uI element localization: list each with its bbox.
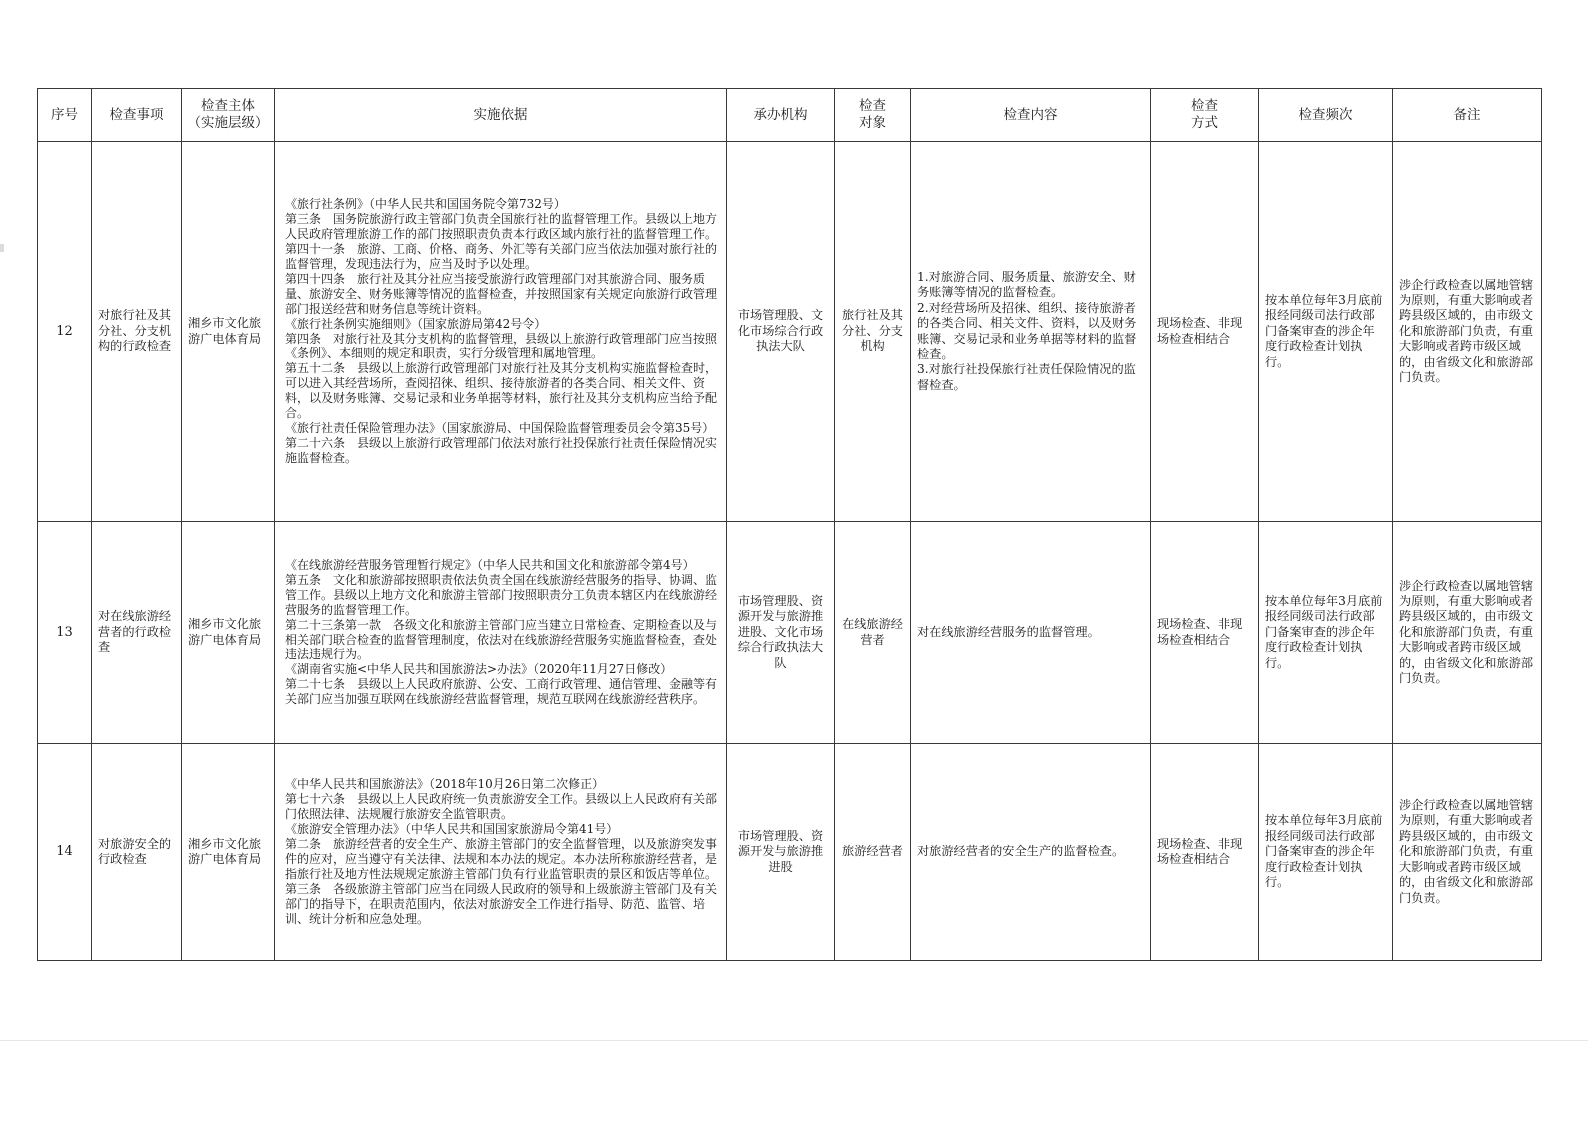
row-method: 现场检查、非现场检查相结合	[1151, 744, 1259, 961]
row-method: 现场检查、非现场检查相结合	[1151, 522, 1259, 744]
row-subject: 湘乡市文化旅游广电体育局	[182, 142, 275, 522]
row-remark: 涉企行政检查以属地管辖为原则，有重大影响或者跨县级区域的，由市级文化和旅游部门负责，有重大影响或者跨市级区域的，由省级文化和旅游部门负责。	[1393, 522, 1542, 744]
table-row	[38, 522, 1542, 744]
row-frequency: 按本单位每年3月底前报经同级司法行政部门备案审查的涉企年度行政检查计划执行。	[1259, 522, 1393, 744]
header-method: 检查 方式	[1151, 89, 1259, 142]
table-body	[38, 142, 1542, 961]
row-content: 对在线旅游经营服务的监督管理。	[911, 522, 1151, 744]
page-bottom-edge	[0, 1040, 1588, 1041]
row-basis: 《中华人民共和国旅游法》（2018年10月26日第二次修正） 第七十六条 县级以上人民政府统一负责旅游安全工作。县级以上人民政府有关部门依照法律、法规履行旅游安全监管职责。 《旅游安全管理办法》（中华人民共和国国家旅游局令第41号） 第二条 旅游经营者的安全生产、旅游主管部门的安全监督管理，以及旅游突发事件的应对，应当遵守有关法律、法规和本办法的规定。本办法所称旅游经营者，是指旅行社及地方性法规规定旅游主管部门负有行业监管职责的景区和饭店等单位。 第三条 各级旅游主管部门应当在同级人民政府的领导和上级旅游主管部门及有关部门的指导下，在职责范围内，依法对旅游安全工作进行指导、防范、监管、培训、统计分析和应急处理。	[275, 744, 727, 961]
row-subject: 湘乡市文化旅游广电体育局	[182, 522, 275, 744]
header-org: 承办机构	[727, 89, 835, 142]
row-basis: 《旅行社条例》（中华人民共和国国务院令第732号） 第三条 国务院旅游行政主管部门负责全国旅行社的监督管理工作。县级以上地方人民政府管理旅游工作的部门按照职责负责本行政区域内旅行社的监督管理工作。 第四十一条 旅游、工商、价格、商务、外汇等有关部门应当依法加强对旅行社的监督管理，发现违法行为，应当及时予以处理。 第四十四条 旅行社及其分社应当接受旅游行政管理部门对其旅游合同、服务质量、旅游安全、财务账簿等情况的监督检查，并按照国家有关规定向旅游行政管理部门报送经营和财务信息等统计资料。 《旅行社条例实施细则》（国家旅游局第42号令） 第四条 对旅行社及其分支机构的监督管理，县级以上旅游行政管理部门应当按照《条例》、本细则的规定和职责，实行分级管理和属地管理。 第五十二条 县级以上旅游行政管理部门对旅行社及其分支机构实施监督检查时，可以进入其经营场所，查阅招徕、组织、接待旅游者的各类合同、相关文件、资料，以及财务账簿、交易记录和业务单据等材料，旅行社及其分支机构应当给予配合。 《旅行社责任保险管理办法》（国家旅游局、中国保险监督管理委员会令第35号） 第二十六条 县级以上旅游行政管理部门依法对旅行社投保旅行社责任保险情况实施监督检查。	[275, 142, 727, 522]
row-org: 市场管理股、资源开发与旅游推进股、文化市场综合行政执法大队	[727, 522, 835, 744]
row-frequency: 按本单位每年3月底前报经同级司法行政部门备案审查的涉企年度行政检查计划执行。	[1259, 744, 1393, 961]
row-basis: 《在线旅游经营服务管理暂行规定》（中华人民共和国文化和旅游部令第4号） 第五条 文化和旅游部按照职责依法负责全国在线旅游经营服务的指导、协调、监管工作。县级以上地方文化和旅游主管部门按照职责分工负责本辖区内在线旅游经营服务的监督管理工作。 第二十三条第一款 各级文化和旅游主管部门应当建立日常检查、定期检查以及与相关部门联合检查的监督管理制度，依法对在线旅游经营服务实施监督检查，查处违法违规行为。 《湖南省实施<中华人民共和国旅游法>办法》（2020年11月27日修改） 第二十七条 县级以上人民政府旅游、公安、工商行政管理、通信管理、金融等有关部门应当加强互联网在线旅游经营监督管理，规范互联网在线旅游经营秩序。	[275, 522, 727, 744]
header-target: 检查 对象	[835, 89, 911, 142]
row-remark: 涉企行政检查以属地管辖为原则，有重大影响或者跨县级区域的，由市级文化和旅游部门负责，有重大影响或者跨市级区域的，由省级文化和旅游部门负责。	[1393, 142, 1542, 522]
row-target: 在线旅游经营者	[835, 522, 911, 744]
row-method: 现场检查、非现场检查相结合	[1151, 142, 1259, 522]
row-org: 市场管理股、资源开发与旅游推进股	[727, 744, 835, 961]
row-item: 对旅行社及其分社、分支机构的行政检查	[92, 142, 182, 522]
row-frequency: 按本单位每年3月底前报经同级司法行政部门备案审查的涉企年度行政检查计划执行。	[1259, 142, 1393, 522]
header-remark: 备注	[1393, 89, 1542, 142]
inspection-table	[37, 88, 1542, 961]
header-frequency: 检查频次	[1259, 89, 1393, 142]
row-org: 市场管理股、文化市场综合行政执法大队	[727, 142, 835, 522]
row-item: 对在线旅游经营者的行政检查	[92, 522, 182, 744]
row-no: 13	[38, 522, 92, 744]
header-subject: 检查主体 （实施层级）	[182, 89, 275, 142]
header-no: 序号	[38, 89, 92, 142]
table-row	[38, 744, 1542, 961]
row-content: 1.对旅游合同、服务质量、旅游安全、财务账簿等情况的监督检查。 2.对经营场所及招徕、组织、接待旅游者的各类合同、相关文件、资料，以及财务账簿、交易记录和业务单据等材料的监督检查。 3.对旅行社投保旅行社责任保险情况的监督检查。	[911, 142, 1151, 522]
row-subject: 湘乡市文化旅游广电体育局	[182, 744, 275, 961]
row-item: 对旅游安全的行政检查	[92, 744, 182, 961]
header-item: 检查事项	[92, 89, 182, 142]
row-content: 对旅游经营者的安全生产的监督检查。	[911, 744, 1151, 961]
row-target: 旅游经营者	[835, 744, 911, 961]
header-basis: 实施依据	[275, 89, 727, 142]
row-no: 14	[38, 744, 92, 961]
row-remark: 涉企行政检查以属地管辖为原则，有重大影响或者跨县级区域的，由市级文化和旅游部门负责，有重大影响或者跨市级区域的，由省级文化和旅游部门负责。	[1393, 744, 1542, 961]
row-no: 12	[38, 142, 92, 522]
scan-mark	[0, 244, 4, 252]
header-content: 检查内容	[911, 89, 1151, 142]
table-row	[38, 142, 1542, 522]
table-header	[38, 89, 1542, 142]
row-target: 旅行社及其分社、分支机构	[835, 142, 911, 522]
